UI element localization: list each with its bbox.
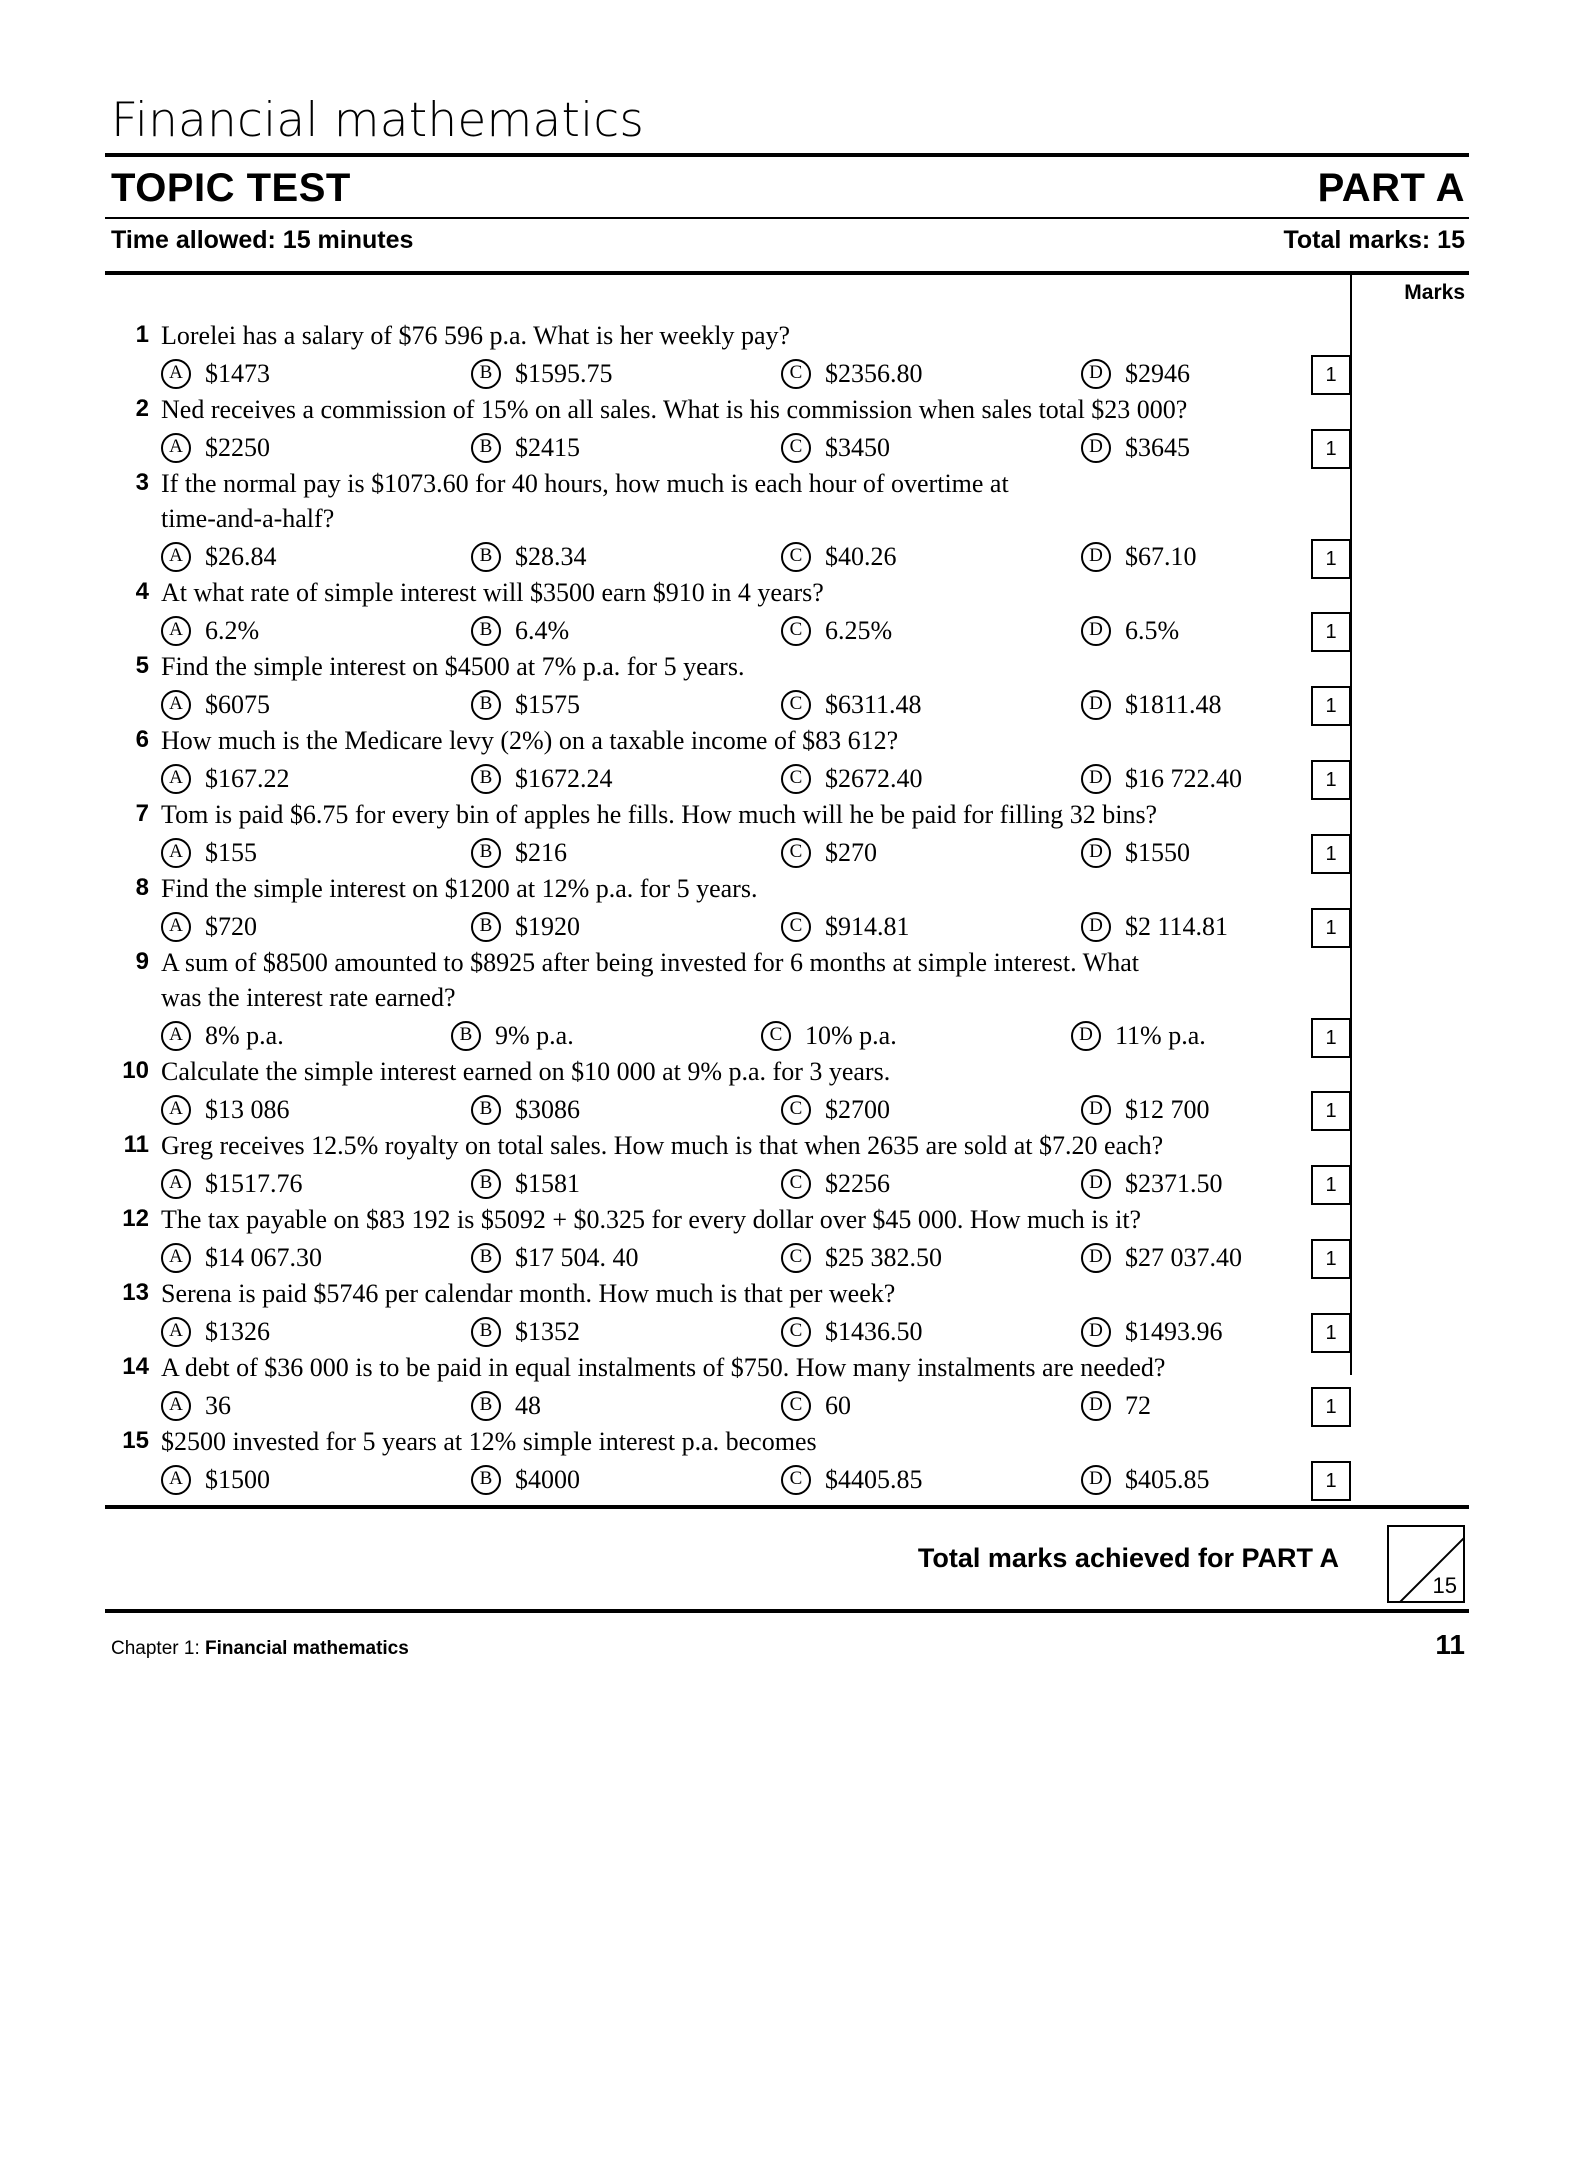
option-bubble-icon[interactable]: B [471, 1391, 501, 1421]
option-c[interactable] [781, 837, 1081, 868]
option-value: $27 037.40 [1125, 1243, 1242, 1272]
option-bubble-icon[interactable]: D [1081, 433, 1111, 463]
option-c[interactable] [781, 1094, 1081, 1125]
question-number: 4 [135, 578, 149, 606]
question-text: Tom is paid $6.75 for every bin of apples he fills. How much will he be paid for filling 32 bins? [161, 800, 1158, 830]
option-value: 6.25% [825, 616, 893, 646]
option-bubble-icon[interactable]: A [161, 838, 191, 868]
option-value: 48 [515, 1391, 541, 1421]
page-number: 11 [1435, 1629, 1465, 1661]
marks-box[interactable]: 1 [1311, 760, 1351, 800]
question-item [105, 1203, 1355, 1273]
option-bubble-icon[interactable]: C [781, 542, 811, 572]
part-label: PART A [1317, 166, 1465, 211]
question-number: 8 [135, 874, 149, 902]
option-bubble-icon[interactable]: A [161, 1095, 191, 1125]
option-a[interactable] [161, 1464, 471, 1495]
question-number: 6 [135, 726, 149, 754]
option-bubble-icon[interactable]: A [161, 359, 191, 389]
option-b[interactable] [471, 837, 781, 868]
option-c[interactable] [781, 689, 1081, 720]
option-value: $4000 [515, 1465, 580, 1495]
option-value: $16 722.40 [1125, 764, 1242, 794]
option-bubble-icon[interactable]: C [781, 433, 811, 463]
option-bubble-icon[interactable]: D [1081, 1465, 1111, 1495]
option-d[interactable] [1081, 615, 1341, 646]
option-row [161, 432, 1355, 463]
option-value: $40.26 [825, 542, 897, 572]
option-bubble-icon[interactable]: A [161, 912, 191, 942]
question-item [105, 798, 1355, 868]
option-value: $2 114.81 [1125, 912, 1229, 942]
option-bubble-icon[interactable]: C [781, 1095, 811, 1125]
option-b[interactable] [471, 1242, 781, 1273]
option-value: $405.85 [1125, 1465, 1210, 1495]
question-item [105, 576, 1355, 646]
question-number: 1 [135, 321, 149, 349]
page-title: Financial mathematics [111, 93, 645, 148]
test-info-row [105, 219, 1469, 263]
option-bubble-icon[interactable]: B [471, 1095, 501, 1125]
option-bubble-icon[interactable]: D [1081, 542, 1111, 572]
option-b[interactable] [471, 432, 781, 463]
option-row [161, 1390, 1355, 1421]
option-value: $2256 [825, 1168, 890, 1198]
footer-chapter-label: Chapter 1: [111, 1638, 200, 1660]
question-item [105, 1351, 1355, 1421]
option-bubble-icon[interactable]: D [1081, 764, 1111, 794]
option-value: $270 [825, 838, 877, 868]
option-b[interactable] [471, 689, 781, 720]
page-footer [105, 1613, 1469, 1661]
question-text: If the normal pay is $1073.60 for 40 hours, how much is each hour of overtime at time-and-a-half? [161, 469, 1009, 534]
option-bubble-icon[interactable]: C [781, 1391, 811, 1421]
question-text: Serena is paid $5746 per calendar month. How much is that per week? [161, 1279, 896, 1309]
option-d[interactable] [1081, 541, 1341, 572]
question-number: 14 [122, 1353, 149, 1381]
option-value: 36 [205, 1391, 231, 1421]
option-bubble-icon[interactable]: B [471, 1243, 501, 1273]
marks-box[interactable]: 1 [1311, 355, 1351, 395]
question-text: At what rate of simple interest will $3500 earn $910 in 4 years? [161, 578, 824, 608]
marks-box[interactable]: 1 [1311, 1165, 1351, 1205]
question-text: A sum of $8500 amounted to $8925 after being invested for 6 months at simple interest. What was the interest rate earned? [161, 948, 1139, 1013]
question-number: 12 [122, 1205, 149, 1233]
question-text: The tax payable on $83 192 is $5092 + $0.325 for every dollar over $45 000. How much is it? [161, 1205, 1142, 1235]
test-title-row [105, 157, 1469, 217]
option-value: $25 382.50 [825, 1243, 942, 1272]
option-bubble-icon[interactable]: D [1071, 1021, 1101, 1051]
option-value: $2700 [825, 1094, 890, 1124]
marks-box[interactable]: 1 [1311, 612, 1351, 652]
option-value: $2356.80 [825, 359, 923, 389]
option-row [161, 837, 1355, 868]
option-value: $3645 [1125, 433, 1190, 463]
option-bubble-icon[interactable]: A [161, 690, 191, 720]
option-bubble-icon[interactable]: A [161, 1317, 191, 1347]
option-a[interactable] [161, 615, 471, 646]
option-bubble-icon[interactable]: D [1081, 1391, 1111, 1421]
time-allowed: Time allowed: 15 minutes [111, 226, 414, 255]
option-d[interactable] [1081, 1316, 1341, 1347]
marks-box[interactable]: 1 [1311, 1461, 1351, 1501]
option-d[interactable] [1081, 1094, 1341, 1125]
option-row [161, 1168, 1355, 1199]
option-value: $1811.48 [1125, 690, 1222, 720]
option-d[interactable] [1081, 763, 1341, 794]
option-bubble-icon[interactable]: C [781, 690, 811, 720]
option-value: $1672.24 [515, 764, 613, 794]
option-c[interactable] [781, 1242, 1081, 1273]
option-value: $2415 [515, 433, 580, 463]
option-value: $167.22 [205, 764, 290, 794]
option-c[interactable] [781, 432, 1081, 463]
option-d[interactable] [1081, 689, 1341, 720]
option-value: 72 [1125, 1391, 1151, 1421]
option-value: $2672.40 [825, 764, 923, 794]
option-value: $1517.76 [205, 1168, 303, 1198]
marks-box[interactable]: 1 [1311, 1091, 1351, 1131]
marks-box[interactable]: 1 [1311, 539, 1351, 579]
option-bubble-icon[interactable]: C [781, 359, 811, 389]
option-d[interactable] [1081, 1168, 1341, 1199]
option-value: $3450 [825, 433, 890, 463]
option-value: 10% p.a. [805, 1020, 897, 1050]
option-a[interactable] [161, 541, 471, 572]
option-a[interactable] [161, 1316, 471, 1347]
option-c[interactable] [781, 1316, 1081, 1347]
question-item [105, 1055, 1355, 1125]
question-number: 15 [122, 1427, 149, 1455]
option-c[interactable] [781, 763, 1081, 794]
question-text: $2500 invested for 5 years at 12% simple interest p.a. becomes [161, 1427, 817, 1457]
option-a[interactable] [161, 911, 471, 942]
option-bubble-icon[interactable]: B [471, 433, 501, 463]
option-value: $1326 [205, 1317, 270, 1347]
option-d[interactable] [1071, 1020, 1331, 1051]
option-b[interactable] [471, 1464, 781, 1495]
option-bubble-icon[interactable]: A [161, 1169, 191, 1199]
option-a[interactable] [161, 432, 471, 463]
question-item [105, 724, 1355, 794]
option-value: $14 067.30 [205, 1243, 322, 1272]
option-value: $1920 [515, 912, 580, 942]
footer-chapter-name: Financial mathematics [205, 1638, 409, 1660]
option-bubble-icon[interactable]: D [1081, 1243, 1111, 1273]
option-bubble-icon[interactable]: B [471, 1169, 501, 1199]
total-marks: Total marks: 15 [1283, 226, 1465, 255]
option-value: $1493.96 [1125, 1317, 1223, 1347]
option-c[interactable] [781, 615, 1081, 646]
option-value: $67.10 [1125, 542, 1197, 572]
question-number: 3 [135, 469, 149, 497]
option-value: $1352 [515, 1317, 580, 1347]
option-value: $1595.75 [515, 359, 613, 389]
option-bubble-icon[interactable]: A [161, 542, 191, 572]
option-value: 9% p.a. [495, 1020, 574, 1050]
total-row [105, 1509, 1469, 1609]
option-d[interactable] [1081, 1390, 1341, 1421]
option-b[interactable] [471, 1390, 781, 1421]
option-c[interactable] [781, 1390, 1081, 1421]
option-value: $2371.50 [1125, 1168, 1223, 1198]
question-item [105, 1129, 1355, 1199]
option-bubble-icon[interactable]: C [781, 838, 811, 868]
option-value: 6.5% [1125, 616, 1180, 646]
marks-box[interactable]: 1 [1311, 1313, 1351, 1353]
option-a[interactable] [161, 1020, 451, 1051]
question-list [105, 275, 1355, 1495]
option-bubble-icon[interactable]: B [471, 1317, 501, 1347]
questions-section [105, 275, 1469, 1495]
option-value: $1550 [1125, 838, 1190, 868]
option-a[interactable] [161, 1242, 471, 1273]
question-number: 5 [135, 652, 149, 680]
question-number: 2 [135, 395, 149, 423]
option-value: $6311.48 [825, 690, 922, 720]
total-label: Total marks achieved for PART A [917, 1543, 1339, 1574]
option-b[interactable] [471, 1168, 781, 1199]
option-bubble-icon[interactable]: B [471, 690, 501, 720]
total-marks-value: 15 [1432, 1573, 1457, 1599]
option-b[interactable] [471, 1316, 781, 1347]
option-d[interactable] [1081, 358, 1341, 389]
option-bubble-icon[interactable]: D [1081, 690, 1111, 720]
option-value: 6.2% [205, 616, 260, 646]
option-bubble-icon[interactable]: D [1081, 359, 1111, 389]
question-text: Greg receives 12.5% royalty on total sales. How much is that when 2635 are sold at $7.20 each? [161, 1131, 1164, 1161]
option-row [161, 1464, 1355, 1495]
option-bubble-icon[interactable]: A [161, 616, 191, 646]
option-value: $28.34 [515, 542, 587, 572]
option-c[interactable] [761, 1020, 1071, 1051]
option-bubble-icon[interactable]: C [781, 764, 811, 794]
footer-chapter [111, 1638, 409, 1660]
option-bubble-icon[interactable]: B [471, 542, 501, 572]
option-value: $720 [205, 912, 257, 942]
question-number: 7 [135, 800, 149, 828]
option-bubble-icon[interactable]: D [1081, 1095, 1111, 1125]
option-row [161, 911, 1355, 942]
question-item [105, 946, 1355, 1051]
option-value: $6075 [205, 690, 270, 720]
option-value: 11% p.a. [1115, 1020, 1206, 1050]
option-bubble-icon[interactable]: C [781, 616, 811, 646]
option-a[interactable] [161, 1094, 471, 1125]
option-value: $17 504. 40 [515, 1243, 639, 1272]
option-value: $1473 [205, 359, 270, 389]
option-row [161, 1242, 1355, 1273]
option-value: $1575 [515, 690, 580, 720]
question-number: 9 [135, 948, 149, 976]
question-item [105, 1277, 1355, 1347]
question-item [105, 872, 1355, 942]
option-value: 60 [825, 1391, 851, 1421]
option-c[interactable] [781, 541, 1081, 572]
option-value: $2250 [205, 433, 270, 463]
option-d[interactable] [1081, 1242, 1341, 1273]
question-item [105, 650, 1355, 720]
marks-box[interactable]: 1 [1311, 1018, 1351, 1058]
question-number: 10 [122, 1057, 149, 1085]
option-bubble-icon[interactable]: A [161, 764, 191, 794]
option-value: $1581 [515, 1168, 580, 1198]
question-item [105, 467, 1355, 572]
option-bubble-icon[interactable]: B [471, 359, 501, 389]
option-b[interactable] [471, 358, 781, 389]
total-marks-box[interactable] [1387, 1525, 1465, 1603]
option-bubble-icon[interactable]: A [161, 1391, 191, 1421]
option-row [161, 1020, 1355, 1051]
option-a[interactable] [161, 689, 471, 720]
question-number: 13 [122, 1279, 149, 1307]
option-d[interactable] [1081, 432, 1341, 463]
option-value: 8% p.a. [205, 1020, 284, 1050]
option-value: $4405.85 [825, 1465, 923, 1495]
option-a[interactable] [161, 763, 471, 794]
option-bubble-icon[interactable]: B [471, 1465, 501, 1495]
option-bubble-icon[interactable]: C [781, 1169, 811, 1199]
question-item [105, 393, 1355, 463]
option-value: $3086 [515, 1094, 580, 1124]
option-b[interactable] [471, 541, 781, 572]
option-a[interactable] [161, 1168, 471, 1199]
option-b[interactable] [451, 1020, 761, 1051]
option-c[interactable] [781, 1464, 1081, 1495]
option-bubble-icon[interactable]: B [451, 1021, 481, 1051]
marks-box[interactable]: 1 [1311, 834, 1351, 874]
option-bubble-icon[interactable]: B [471, 764, 501, 794]
option-c[interactable] [781, 911, 1081, 942]
option-value: $1500 [205, 1465, 270, 1495]
option-row [161, 541, 1355, 572]
option-b[interactable] [471, 1094, 781, 1125]
marks-box[interactable]: 1 [1311, 1239, 1351, 1279]
question-text: Calculate the simple interest earned on $10 000 at 9% p.a. for 3 years. [161, 1057, 891, 1087]
option-bubble-icon[interactable]: D [1081, 1169, 1111, 1199]
option-bubble-icon[interactable]: B [471, 616, 501, 646]
option-bubble-icon[interactable]: A [161, 1465, 191, 1495]
option-row [161, 1316, 1355, 1347]
question-item [105, 1425, 1355, 1495]
question-text: Lorelei has a salary of $76 596 p.a. What is her weekly pay? [161, 321, 791, 351]
option-value: $914.81 [825, 912, 910, 942]
option-a[interactable] [161, 1390, 471, 1421]
option-bubble-icon[interactable]: D [1081, 616, 1111, 646]
option-a[interactable] [161, 358, 471, 389]
option-d[interactable] [1081, 911, 1341, 942]
option-value: $216 [515, 838, 567, 868]
option-value: $155 [205, 838, 257, 868]
test-label: TOPIC TEST [111, 166, 351, 211]
option-c[interactable] [781, 1168, 1081, 1199]
option-row [161, 358, 1355, 389]
option-b[interactable] [471, 911, 781, 942]
option-a[interactable] [161, 837, 471, 868]
question-text: Find the simple interest on $4500 at 7% p.a. for 5 years. [161, 652, 745, 682]
option-bubble-icon[interactable]: C [761, 1021, 791, 1051]
question-text: A debt of $36 000 is to be paid in equal instalments of $750. How many instalments are needed? [161, 1353, 1166, 1383]
question-number: 11 [123, 1131, 149, 1159]
question-text: How much is the Medicare levy (2%) on a taxable income of $83 612? [161, 726, 899, 756]
option-bubble-icon[interactable]: C [781, 912, 811, 942]
option-b[interactable] [471, 763, 781, 794]
question-text: Find the simple interest on $1200 at 12% p.a. for 5 years. [161, 874, 758, 904]
option-row [161, 1094, 1355, 1125]
option-bubble-icon[interactable]: A [161, 1243, 191, 1273]
option-row [161, 615, 1355, 646]
option-value: 6.4% [515, 616, 570, 646]
option-bubble-icon[interactable]: D [1081, 838, 1111, 868]
option-bubble-icon[interactable]: B [471, 838, 501, 868]
option-bubble-icon[interactable]: C [781, 1243, 811, 1273]
marks-column-header: Marks [1404, 281, 1465, 305]
option-c[interactable] [781, 358, 1081, 389]
option-bubble-icon[interactable]: C [781, 1465, 811, 1495]
option-value: $12 700 [1125, 1094, 1210, 1124]
marks-box[interactable]: 1 [1311, 908, 1351, 948]
option-bubble-icon[interactable]: D [1081, 912, 1111, 942]
option-value: $2946 [1125, 359, 1190, 389]
option-bubble-icon[interactable]: A [161, 1021, 191, 1051]
marks-box[interactable]: 1 [1311, 429, 1351, 469]
marks-box[interactable]: 1 [1311, 686, 1351, 726]
option-bubble-icon[interactable]: C [781, 1317, 811, 1347]
option-value: $1436.50 [825, 1317, 923, 1347]
option-bubble-icon[interactable]: B [471, 912, 501, 942]
question-item [105, 319, 1355, 389]
option-bubble-icon[interactable]: A [161, 433, 191, 463]
option-row [161, 689, 1355, 720]
option-d[interactable] [1081, 1464, 1341, 1495]
marks-box[interactable]: 1 [1311, 1387, 1351, 1427]
option-d[interactable] [1081, 837, 1341, 868]
question-text: Ned receives a commission of 15% on all sales. What is his commission when sales total $23 000? [161, 395, 1188, 425]
option-value: $13 086 [205, 1094, 290, 1124]
option-b[interactable] [471, 615, 781, 646]
option-value: $26.84 [205, 542, 277, 572]
option-bubble-icon[interactable]: D [1081, 1317, 1111, 1347]
option-row [161, 763, 1355, 794]
